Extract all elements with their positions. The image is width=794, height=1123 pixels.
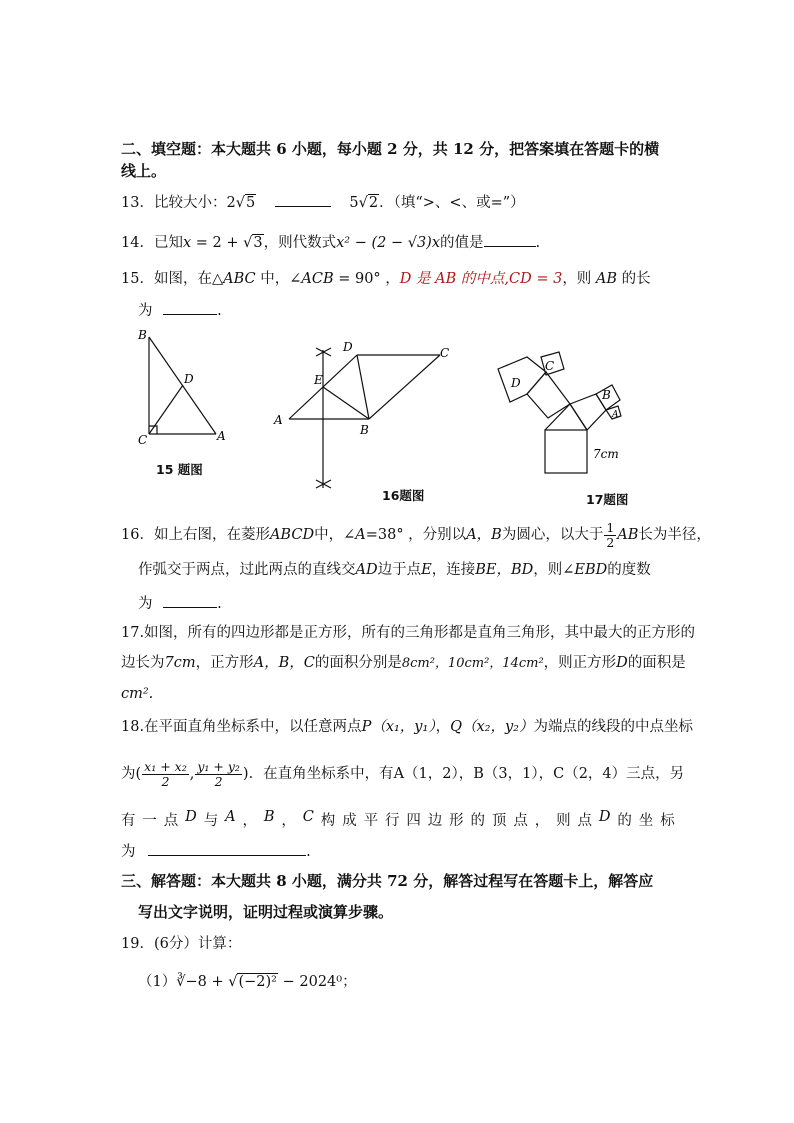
- fig17-caption: 17题图: [586, 492, 629, 507]
- fig15-label-C: C: [138, 433, 148, 447]
- fig17-label-C: C: [545, 359, 555, 373]
- question-16-line2: 作弧交于两点，过此两点的直线交AD边于点E，连接BE，BD，则∠EBD的度数: [138, 562, 651, 578]
- fraction-y-mid: $\frac{\text{y₁ + y₂}}{2}$: [197, 758, 240, 789]
- question-16: 16．如上右图，在菱形ABCD中，∠A=38° ，分别以A，B为圆心，以大于 $\frac{1}{2}$ AB长为半径，: [121, 519, 711, 550]
- figure-16: [289, 348, 440, 488]
- question-18-line3: 有 一 点 D 与 A ， B ， C 构 成 平 行 四 边 形 的 顶 点 ， 则 点 D 的 坐 标: [121, 809, 675, 829]
- fig16-label-D: D: [343, 340, 353, 354]
- question-13: 13．比较大小：2√5 5√2．（填“>、<、或=”）: [121, 192, 525, 213]
- fig16-caption: 16题图: [382, 488, 425, 503]
- answer-blank[interactable]: [484, 232, 536, 247]
- question-16-line3: 为 .: [138, 593, 222, 614]
- figures: [0, 320, 794, 510]
- section2-heading-line2: 线上。: [121, 162, 167, 180]
- fig15-label-D: D: [184, 372, 194, 386]
- fraction-half: $\frac{1}{2}$: [606, 519, 615, 550]
- section3-heading-line1: 三、解答题：本大题共 8 小题，满分共 72 分，解答过程写在答题卡上，解答应: [121, 872, 654, 890]
- section3-heading-line2: 写出文字说明，证明过程或演算步骤。: [138, 903, 394, 921]
- answer-blank[interactable]: [163, 300, 217, 315]
- question-18-line1: 18.在平面直角坐标系中，以任意两点P（x₁，y₁），Q（x₂，y₂）为端点的线段的中点坐标: [121, 719, 693, 735]
- answer-blank[interactable]: [275, 192, 331, 207]
- question-15: 15．如图，在△ABC 中，∠ACB = 90° ，D 是 AB 的中点,CD = 3，则 AB 的长: [121, 271, 651, 287]
- fig17-label-7cm: 7cm: [593, 447, 619, 461]
- answer-blank[interactable]: [148, 841, 306, 856]
- question-19-head: 19．(6分）计算：: [121, 936, 242, 952]
- section2-heading-line1: 二、填空题：本大题共 6 小题，每小题 2 分，共 12 分，把答案填在答题卡的横: [121, 140, 660, 158]
- fig16-label-E: E: [314, 373, 323, 387]
- fig16-label-C: C: [440, 346, 450, 360]
- fig16-label-A: A: [274, 413, 283, 427]
- answer-blank[interactable]: [163, 593, 217, 608]
- fig15-caption: 15 题图: [156, 462, 203, 477]
- question-14: 14．已知x = 2 + √3，则代数式x² − (2 − √3)x的值是 .: [121, 232, 540, 253]
- question-15-line2: 为 .: [138, 300, 222, 321]
- fig17-label-A: A: [612, 410, 619, 420]
- question-17-line3: cm².: [121, 686, 154, 702]
- question-18-line4: 为 .: [121, 841, 311, 862]
- question-17-line2: 边长为7cm，正方形A，B，C的面积分别是8cm²，10cm²，14cm²，则正方形D的面积是: [121, 655, 686, 671]
- fig16-label-B: B: [360, 423, 369, 437]
- question-18-line2: 为( $\frac{\text{x₁ + x₂}}{2}$ , $\frac{\text{y₁ + y₂}}{2}$ )．在直角坐标系中，有A（1，2），B（3，1），C（2，4）三点，另: [121, 758, 685, 789]
- question-17-line1: 17.如图，所有的四边形都是正方形，所有的三角形都是直角三角形，其中最大的正方形的: [121, 625, 696, 641]
- fig17-label-B: B: [602, 388, 611, 402]
- figure-15: [149, 337, 216, 434]
- fraction-x-mid: $\frac{\text{x₁ + x₂}}{2}$: [144, 758, 187, 789]
- fig15-label-A: A: [217, 429, 226, 443]
- fig17-label-D: D: [511, 376, 521, 390]
- fig15-label-B: B: [138, 328, 147, 342]
- question-19-part1: （1）∛−8 + √(−2)² − 2024⁰；: [138, 974, 357, 990]
